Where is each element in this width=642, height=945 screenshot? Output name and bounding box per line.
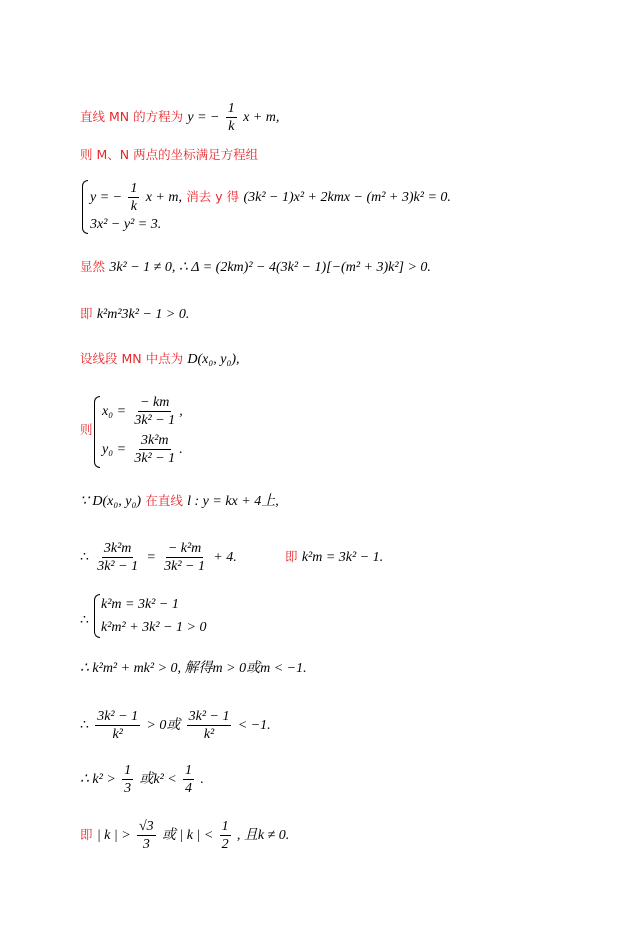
line-simplified: 即 k²m = 3k² − 1.: [285, 549, 384, 565]
midpoint-x-row: x₀ = $\frac{- km}{\text{3k² − 1}}$ ,: [102, 395, 183, 428]
fraction: $\frac{1}{3}$: [124, 763, 132, 796]
fraction: $\frac{\text{3k²m}}{\text{3k² − 1}}$: [97, 541, 139, 574]
fraction: $\frac{\text{3k²m}}{\text{3k² − 1}}$: [134, 433, 176, 466]
system-row-2: 3x² − y² = 3.: [90, 217, 162, 232]
line-midpoint: 设线段 MN 中点为 D(x₀, y₀),: [80, 351, 240, 367]
left-brace: [94, 396, 100, 468]
system-row-2: k²m² + 3k² − 1 > 0: [101, 620, 207, 635]
midpoint-y-row: y₀ = $\frac{\text{3k²m}}{\text{3k² − 1}}$ .: [102, 433, 183, 466]
fraction: $\frac{\text{− k²m}}{\text{3k² − 1}}$: [164, 541, 205, 574]
system-row-1: k²m = 3k² − 1: [101, 597, 179, 612]
fraction: $\frac{- km}{\text{3k² − 1}}$: [134, 395, 176, 428]
left-brace: [82, 180, 88, 234]
fraction: $\frac{1}{4}$: [185, 763, 193, 796]
line-inequality: 即 k²m²3k² − 1 > 0.: [80, 306, 190, 322]
fraction: $\frac{1}{k}$: [227, 101, 235, 134]
line-solve-m: ∴ k²m² + mk² > 0, 解得m > 0或m < −1.: [80, 661, 307, 676]
quadratic-equation: (3k² − 1)x² + 2kmx − (m² + 3)k² = 0.: [243, 190, 451, 205]
line-on-line-l: ∵ D(x₀, y₀) 在直线 l : y = kx + 4上,: [80, 493, 279, 509]
mn-equation-label: 直线 MN 的方程为: [80, 109, 184, 124]
line-substitution: ∴ $\frac{\text{3k²m}}{\text{3k² − 1}}$ = $\frac{\text{− k²m}}{\text{3k² − 1}}$ + 4.: [80, 541, 237, 574]
line-system-intro: 则 M、N 两点的坐标满足方程组: [80, 147, 259, 162]
system-row-1: y = − $\frac{1}{k}$ x + m, 消去 y 得 (3k² − 1)x² + 2kmx − (m² + 3)k² = 0.: [90, 181, 451, 214]
fraction: $\frac{\text{3k² − 1}}{\text{k²}}$: [188, 709, 230, 742]
line-discriminant: 显然 3k² − 1 ≠ 0, ∴ Δ = (2km)² − 4(3k² − 1)[−(m² + 3)k²] > 0.: [80, 259, 431, 275]
then-label: 则: [80, 422, 93, 437]
line-k-squared: ∴ k² > $\frac{1}{3}$ 或k² < $\frac{1}{4}$ .: [80, 763, 204, 796]
eliminate-y-label: 消去 y 得: [186, 189, 240, 204]
line-final-answer: 即 | k | > $\frac{√3}{3}$ 或 | k | < $\frac{1}{2}$ , 且k ≠ 0.: [80, 819, 290, 852]
fraction: $\frac{√3}{3}$: [138, 819, 154, 852]
line-k-condition: ∴ $\frac{\text{3k² − 1}}{\text{k²}}$ > 0或 $\frac{\text{3k² − 1}}{\text{k²}}$ < −1.: [80, 709, 271, 742]
therefore-symbol: ∴: [80, 613, 89, 628]
left-brace: [94, 594, 100, 638]
fraction: $\frac{1}{2}$: [221, 819, 229, 852]
fraction: $\frac{1}{k}$: [130, 181, 138, 214]
line-mn-equation: 直线 MN 的方程为 y = − $\frac{1}{k}$ x + m,: [80, 101, 280, 134]
fraction: $\frac{\text{3k² − 1}}{\text{k²}}$: [97, 709, 139, 742]
